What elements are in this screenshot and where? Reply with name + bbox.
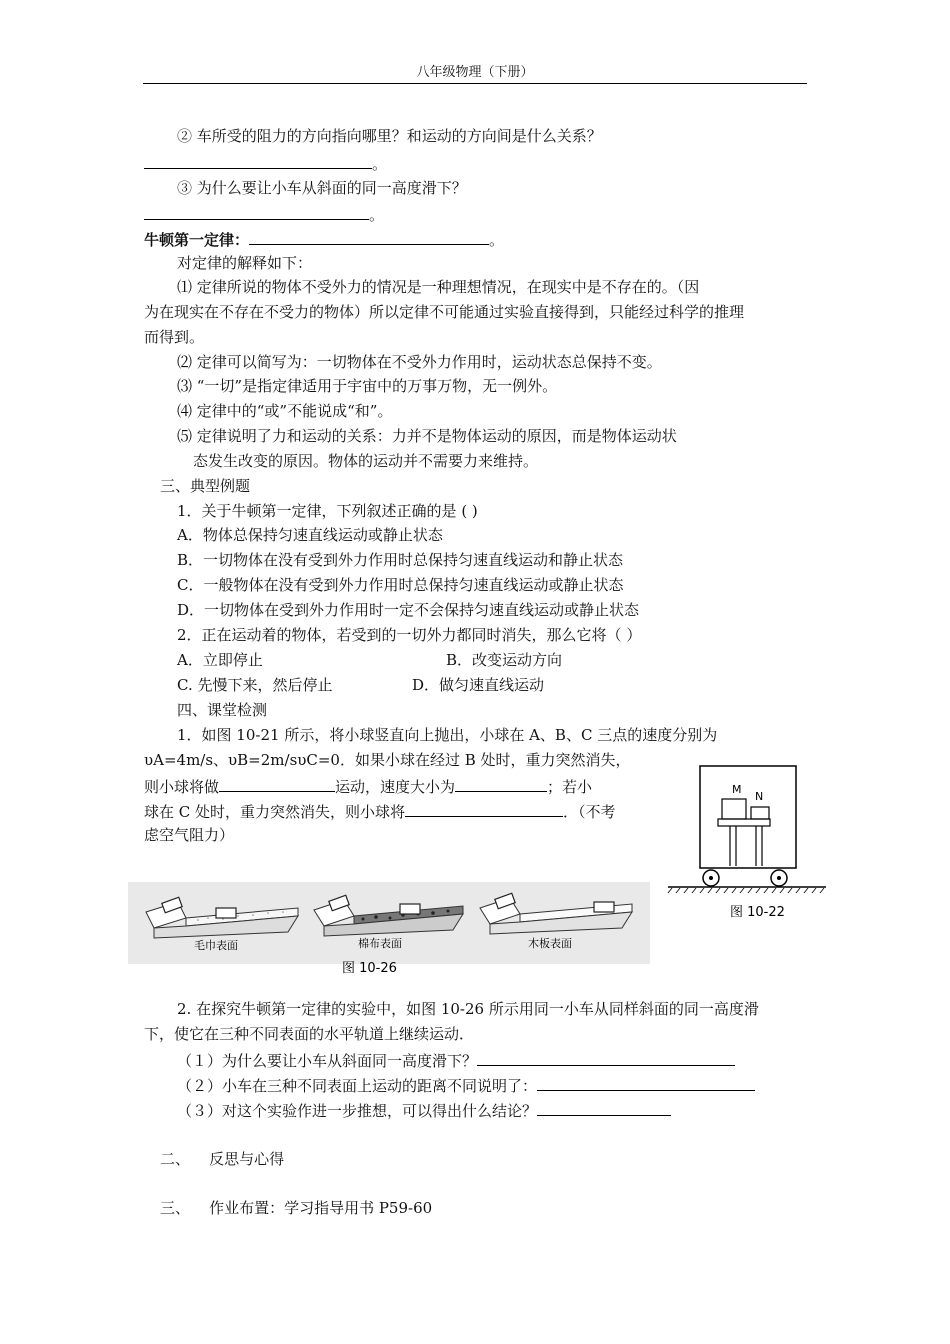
ground-hatch: [668, 888, 824, 893]
label-n: N: [755, 790, 764, 803]
example-1-stem: 1．关于牛顿第一定律，下列叙述正确的是 ( ): [177, 502, 478, 520]
blank-line: [537, 1074, 755, 1091]
example-1-option-a: A．物体总保持匀速直线运动或静止状态: [177, 526, 443, 544]
test-2-line-b: 下，使它在三种不同表面的水平轨道上继续运动．: [144, 1025, 475, 1043]
blank-line: [455, 775, 547, 792]
test-1-line-d: [144, 800, 616, 822]
figure-caption: 图 10-26: [342, 961, 397, 976]
explain-1a: ⑴ 定律所说的物体不受外力的情况是一种理想情况，在现实中是不存在的。（因: [177, 278, 700, 296]
test-1-line-e: 虑空气阻力）: [144, 826, 235, 844]
explain-1b: 为在现实在不存在不受力的物体）所以定律不可能通过实验直接得到，只能经过科学的推理: [144, 303, 745, 321]
blank-line: [249, 228, 489, 245]
text: 则小球将做: [144, 778, 220, 796]
figure-caption: 图 10-22: [730, 905, 785, 920]
test-2-line-a: 2. 在探究牛顿第一定律的实验中，如图 10-26 所示用同一小车从同样斜面的同一高度滑: [177, 1000, 759, 1018]
law-label: 牛顿第一定律：: [144, 231, 250, 249]
example-2-stem: 2．正在运动着的物体，若受到的一切外力都同时消失，那么它将（ ）: [177, 626, 642, 644]
block-m: [722, 799, 746, 819]
text: ．（不考: [563, 803, 616, 821]
surface-label: 棉布表面: [358, 937, 402, 950]
blank-line: [144, 152, 372, 169]
test-1-line-c: [144, 775, 592, 797]
section-examples-heading: 三、典型例题: [160, 477, 251, 495]
example-1-option-b: B．一切物体在没有受到外力作用时总保持匀速直线运动和静止状态: [177, 551, 624, 569]
period: 。: [369, 206, 385, 224]
wheel-hub: [709, 876, 713, 880]
answer-line-q3: [144, 203, 384, 225]
explain-2: ⑵ 定律可以简写为：一切物体在不受外力作用时，运动状态总保持不变。: [177, 353, 662, 371]
surface-label: 木板表面: [528, 937, 572, 950]
figure-10-22: [664, 762, 844, 922]
table-top: [718, 819, 770, 826]
wheel-hub: [777, 876, 781, 880]
car-bottom: [594, 902, 614, 912]
explain-1c: 而得到。: [144, 328, 205, 346]
text: （３）对这个实验作进一步推想，可以得出什么结论？: [177, 1102, 538, 1120]
question-3: ③ 为什么要让小车从斜面的同一高度滑下？: [177, 179, 467, 197]
car-bottom: [216, 908, 236, 918]
label-m: M: [732, 783, 742, 796]
example-2-option-b: B．改变运动方向: [446, 651, 563, 669]
explain-4: ⑷ 定律中的“或”不能说成“和”。: [177, 402, 393, 420]
test-2-subq-3: [177, 1099, 671, 1121]
example-2-option-c: C. 先慢下来，然后停止: [177, 676, 333, 694]
example-1-option-d: D．一切物体在受到外力作用时一定不会保持匀速直线运动或静止状态: [177, 601, 640, 619]
explain-5b: 态发生改变的原因。物体的运动并不需要力来维持。: [193, 452, 539, 470]
blank-line: [537, 1099, 671, 1116]
explain-3: ⑶ “一切”是指定律适用于宇宙中的万事万物，无一例外。: [177, 377, 558, 395]
test-1-line-b: υA=4m/s、υB=2m/sυC=0．如果小球在经过 B 处时，重力突然消失，: [144, 751, 631, 769]
text: ；若小: [547, 778, 593, 796]
answer-line-q2: [144, 152, 387, 174]
page-header: 八年级物理（下册）: [416, 65, 534, 80]
period: 。: [372, 155, 388, 173]
section-homework-heading: 三、 作业布置：学习指导用书 P59-60: [160, 1199, 433, 1217]
text: 球在 C 处时，重力突然消失，则小球将: [144, 803, 406, 821]
blank-line: [477, 1049, 735, 1066]
example-2-option-d: D．做匀速直线运动: [412, 676, 545, 694]
example-2-option-a: A．立即停止: [177, 651, 263, 669]
block-n: [751, 807, 769, 819]
surface-label: 毛巾表面: [194, 939, 238, 952]
section-reflection-heading: 二、 反思与心得: [160, 1150, 285, 1168]
header-rule: [143, 83, 807, 84]
test-1-line-a: 1．如图 10-21 所示，将小球竖直向上抛出，小球在 A、B、C 三点的速度分别为: [177, 726, 718, 744]
test-2-subq-1: [177, 1049, 735, 1071]
section-check-heading: 四、课堂检测: [177, 701, 268, 719]
period: 。: [489, 231, 505, 249]
figure-10-26: [128, 880, 650, 980]
text: （２）小车在三种不同表面上运动的距离不同说明了：: [177, 1077, 538, 1095]
blank-line: [219, 775, 335, 792]
explain-5a: ⑸ 定律说明了力和运动的关系：力并不是物体运动的原因，而是物体运动状: [177, 427, 677, 445]
law-line: [144, 228, 504, 250]
example-1-option-c: C．一般物体在没有受到外力作用时总保持匀速直线运动或静止状态: [177, 576, 624, 594]
explain-intro: 对定律的解释如下：: [177, 254, 313, 272]
car-bottom: [400, 904, 420, 914]
text: 运动，速度大小为: [335, 778, 456, 796]
test-2-subq-2: [177, 1074, 755, 1096]
blank-line: [144, 203, 369, 220]
question-2: ② 车所受的阻力的方向指向哪里？和运动的方向间是什么关系？: [177, 127, 602, 145]
blank-line: [405, 800, 563, 817]
cart-body: [700, 766, 796, 868]
text: （１）为什么要让小车从斜面同一高度滑下？: [177, 1052, 478, 1070]
